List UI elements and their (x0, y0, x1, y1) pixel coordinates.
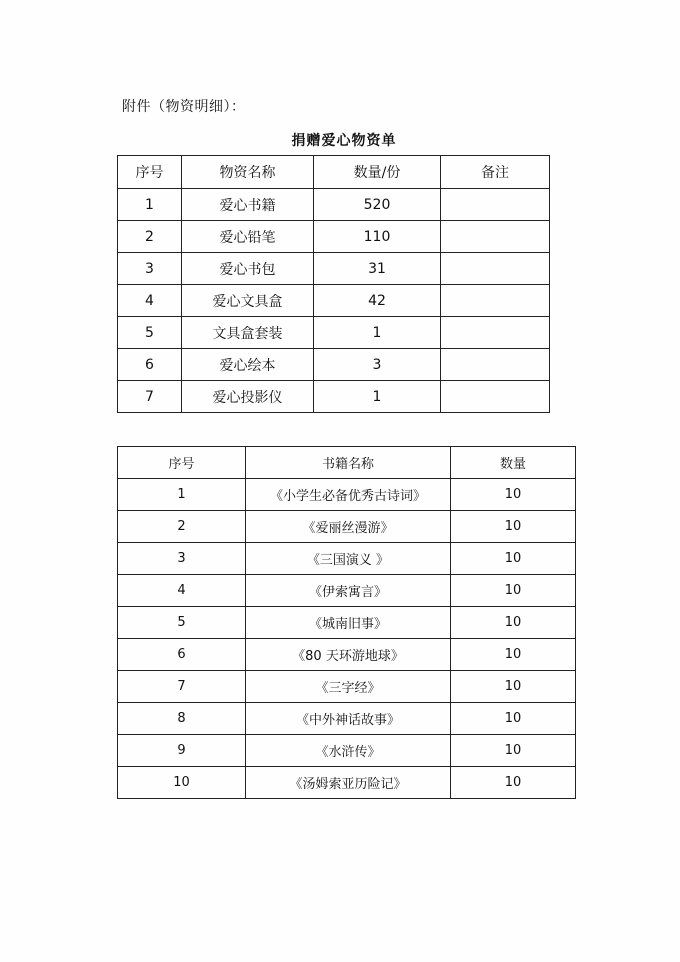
donation-cell-name: 爱心绘本 (182, 349, 314, 381)
book-cell-qty: 10 (451, 735, 576, 767)
donation-cell-qty: 1 (314, 317, 441, 349)
book-cell-no: 2 (118, 511, 246, 543)
book-header-name: 书籍名称 (246, 447, 451, 479)
donation-cell-name: 爱心文具盒 (182, 285, 314, 317)
donation-cell-qty: 520 (314, 189, 441, 221)
book-table-header-row (118, 447, 576, 479)
table-row (118, 189, 550, 221)
table-row (118, 511, 576, 543)
book-cell-name: 《三国演义 》 (246, 543, 451, 575)
donation-header-note: 备注 (441, 156, 550, 189)
book-cell-name: 《城南旧事》 (246, 607, 451, 639)
table-row (118, 639, 576, 671)
donation-cell-name: 爱心投影仪 (182, 381, 314, 413)
donation-cell-name: 爱心书籍 (182, 189, 314, 221)
donation-cell-name: 文具盒套装 (182, 317, 314, 349)
book-cell-no: 1 (118, 479, 246, 511)
donation-cell-name: 爱心书包 (182, 253, 314, 285)
donation-cell-no: 2 (118, 221, 182, 253)
donation-table-header-row (118, 156, 550, 189)
donation-cell-no: 5 (118, 317, 182, 349)
book-cell-no: 10 (118, 767, 246, 799)
table-row (118, 381, 550, 413)
table-row (118, 575, 576, 607)
book-cell-no: 3 (118, 543, 246, 575)
table-row (118, 317, 550, 349)
table-row (118, 607, 576, 639)
table-row (118, 479, 576, 511)
table-row (118, 671, 576, 703)
donation-cell-no: 7 (118, 381, 182, 413)
book-cell-no: 8 (118, 703, 246, 735)
book-cell-no: 5 (118, 607, 246, 639)
book-cell-qty: 10 (451, 543, 576, 575)
donation-list-title: 捐赠爱心物资单 (291, 133, 397, 149)
book-cell-qty: 10 (451, 671, 576, 703)
book-cell-qty: 10 (451, 511, 576, 543)
book-cell-name: 《中外神话故事》 (246, 703, 451, 735)
book-cell-name: 《小学生必备优秀古诗词》 (246, 479, 451, 511)
book-table (117, 446, 576, 799)
donation-header-name: 物资名称 (182, 156, 314, 189)
book-cell-no: 7 (118, 671, 246, 703)
table-row (118, 703, 576, 735)
donation-header-no: 序号 (118, 156, 182, 189)
book-cell-name: 《爱丽丝漫游》 (246, 511, 451, 543)
table-row (118, 285, 550, 317)
donation-cell-qty: 110 (314, 221, 441, 253)
donation-cell-note (441, 349, 550, 381)
donation-cell-qty: 42 (314, 285, 441, 317)
book-cell-qty: 10 (451, 607, 576, 639)
book-cell-qty: 10 (451, 639, 576, 671)
donation-header-qty: 数量/份 (314, 156, 441, 189)
book-cell-qty: 10 (451, 479, 576, 511)
donation-cell-name: 爱心铅笔 (182, 221, 314, 253)
donation-cell-qty: 31 (314, 253, 441, 285)
book-cell-no: 6 (118, 639, 246, 671)
donation-cell-note (441, 285, 550, 317)
book-cell-name: 《80 天环游地球》 (246, 639, 451, 671)
donation-table (117, 155, 550, 413)
book-cell-name: 《伊索寓言》 (246, 575, 451, 607)
table-row (118, 543, 576, 575)
donation-cell-no: 4 (118, 285, 182, 317)
table-row (118, 221, 550, 253)
donation-cell-note (441, 317, 550, 349)
book-cell-qty: 10 (451, 767, 576, 799)
book-cell-qty: 10 (451, 575, 576, 607)
table-row (118, 735, 576, 767)
book-cell-name: 《水浒传》 (246, 735, 451, 767)
table-row (118, 253, 550, 285)
book-header-no: 序号 (118, 447, 246, 479)
book-header-qty: 数量 (451, 447, 576, 479)
book-cell-qty: 10 (451, 703, 576, 735)
book-cell-no: 4 (118, 575, 246, 607)
donation-cell-no: 6 (118, 349, 182, 381)
book-cell-name: 《汤姆索亚历险记》 (246, 767, 451, 799)
book-cell-no: 9 (118, 735, 246, 767)
donation-cell-note (441, 221, 550, 253)
table-row (118, 767, 576, 799)
donation-cell-no: 1 (118, 189, 182, 221)
donation-cell-no: 3 (118, 253, 182, 285)
attachment-label: 附件（物资明细）： (122, 99, 246, 115)
donation-cell-note (441, 253, 550, 285)
book-cell-name: 《三字经》 (246, 671, 451, 703)
donation-cell-note (441, 381, 550, 413)
table-row (118, 349, 550, 381)
donation-cell-note (441, 189, 550, 221)
donation-cell-qty: 1 (314, 381, 441, 413)
donation-cell-qty: 3 (314, 349, 441, 381)
